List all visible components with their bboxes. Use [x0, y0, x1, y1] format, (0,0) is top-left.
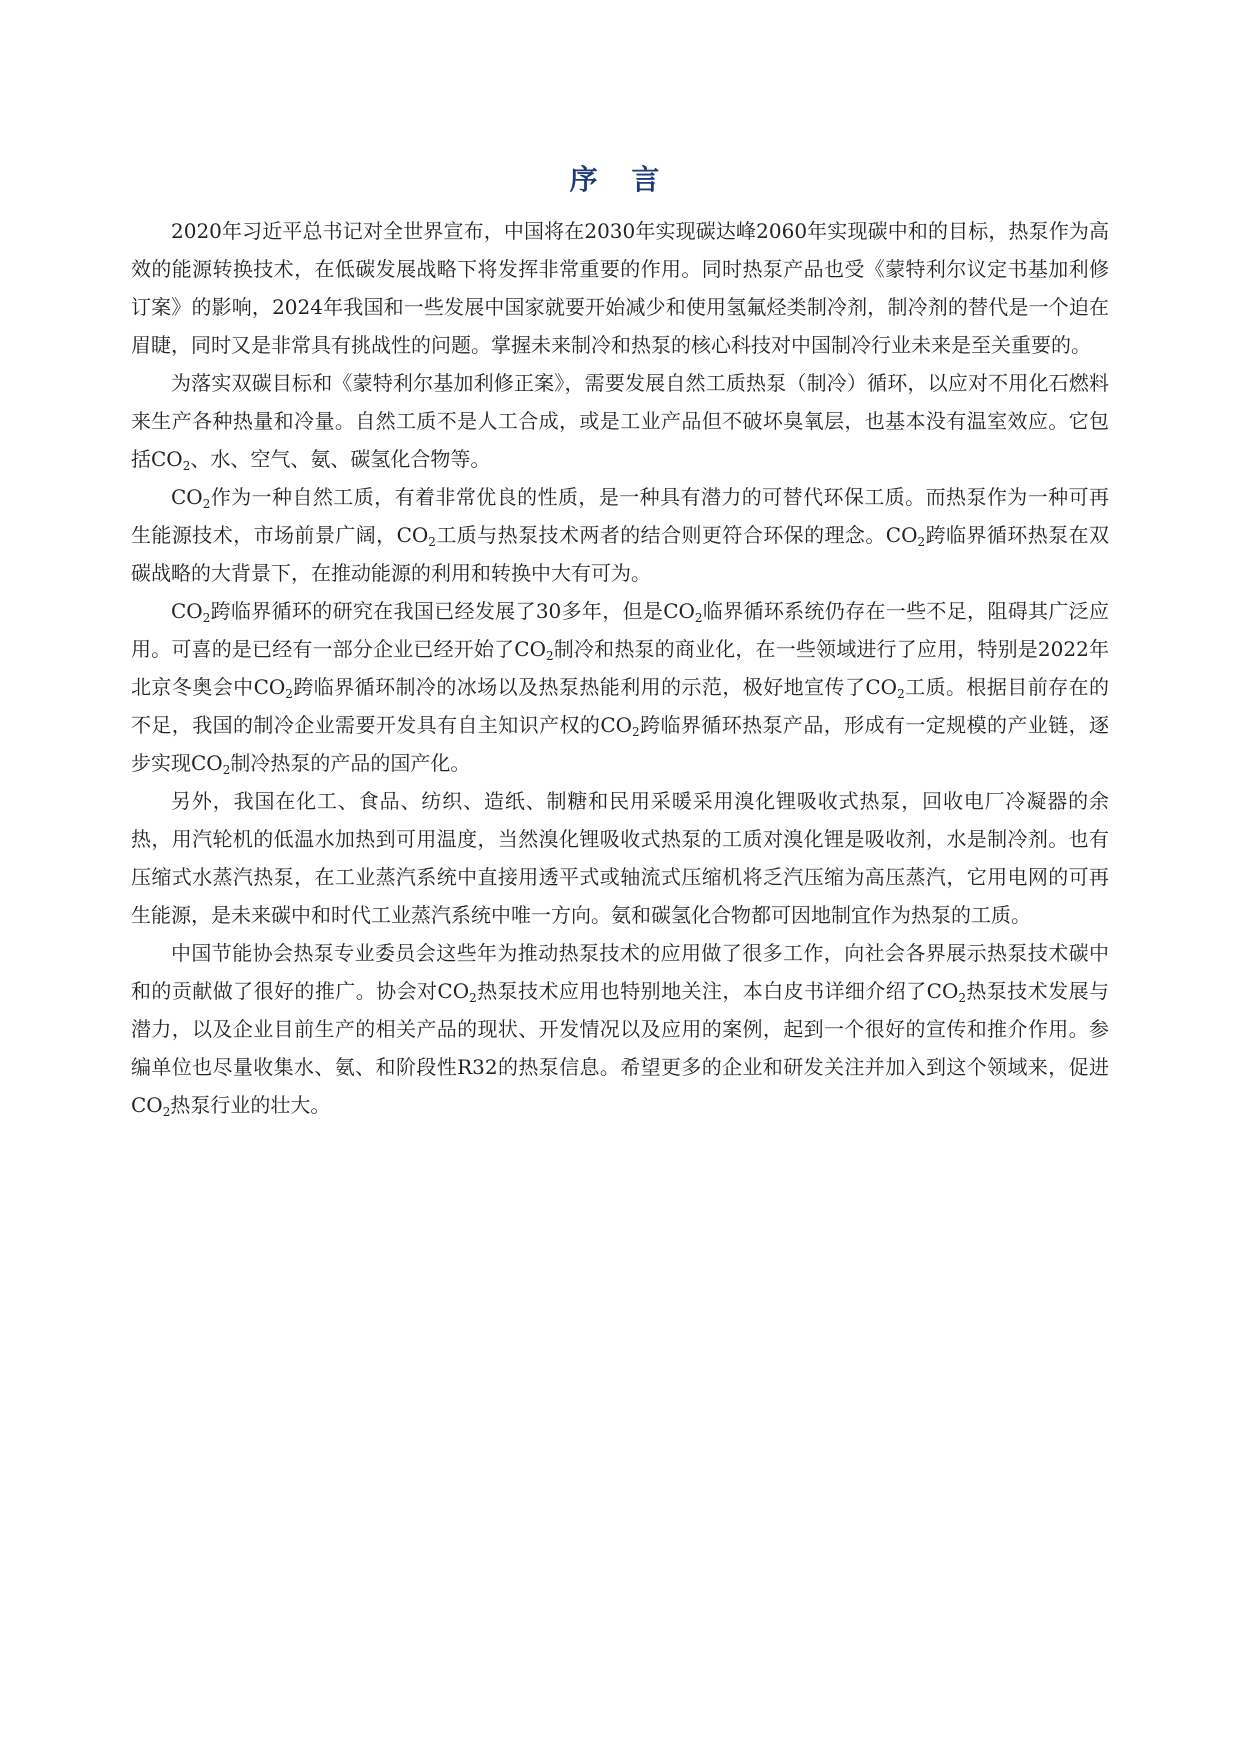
preface-body [131, 212, 1109, 1124]
text-run: 跨临界循环热泵产品，形成有一定规模的产业链，逐步实现CO [131, 713, 1109, 775]
subscript: 2 [469, 991, 477, 1005]
text-run: 、水、空气、氨、碳氢化合物等。 [190, 447, 491, 471]
paragraph-6 [131, 934, 1109, 1124]
paragraph-1 [131, 212, 1109, 364]
subscript: 2 [162, 1105, 171, 1119]
text-run: 作为一种自然工质，有着非常优良的性质，是一种具有潜力的可替代环保工质。而热泵作为一种可再生能源技术，市场前景广阔，CO [131, 485, 1109, 547]
paragraph-2 [131, 364, 1109, 478]
text-run: 跨临界循环的研究在我国已经发展了30多年，但是CO [210, 599, 695, 623]
text-run: 另外，我国在化工、食品、纺织、造纸、制糖和民用采暖采用溴化锂吸收式热泵，回收电厂冷凝器的余热，用汽轮机的低温水加热到可用温度，当然溴化锂吸收式热泵的工质对溴化锂是吸收剂，水是制冷剂。也有压缩式水蒸汽热泵，在工业蒸汽系统中直接用透平式或轴流式压缩机将乏汽压缩为高压蒸汽，它用电网的可再生能源，是未来碳中和时代工业蒸汽系统中唯一方向。氨和碳氢化合物都可因地制宜作为热泵的工质。 [131, 789, 1109, 927]
text-run: 制冷和热泵的商业化，在一些领域进行了应用，特别是2022年北京冬奥会中CO [131, 637, 1110, 699]
paragraph-4 [131, 592, 1109, 782]
text-run: 跨临界循环热泵在双碳战略的大背景下，在推动能源的利用和转换中大有可为。 [131, 523, 1110, 585]
text-run: 2020年习近平总书记对全世界宣布，中国将在2030年实现碳达峰2060年实现碳中和的目标，热泵作为高效的能源转换技术，在低碳发展战略下将发挥非常重要的作用。同时热泵产品也受《蒙特利尔议定书基加利修订案》的影响，2024年我国和一些发展中国家就要开始减少和使用氢氟烃类制冷剂，制冷剂的替代是一个迫在眉睫，同时又是非常具有挑战性的问题。掌握未来制冷和热泵的核心科技对中国制冷行业未来是至关重要的。 [131, 219, 1109, 357]
text-run: 热泵技术应用也特别地关注，本白皮书详细介绍了CO [476, 979, 959, 1003]
subscript: 2 [202, 611, 211, 625]
text-run: 临界循环系统仍存在一些不足，阻碍其广泛应用。可喜的是已经有一部分企业已经开始了CO [131, 599, 1109, 661]
subscript: 2 [694, 611, 703, 625]
paragraph-3 [131, 478, 1109, 592]
subscript: 2 [222, 763, 231, 777]
text-run: 工质与热泵技术两者的结合则更符合环保的理念。CO [435, 523, 918, 547]
text-run: 热泵技术发展与潜力，以及企业目前生产的相关产品的现状、开发情况以及应用的案例，起到一个很好的宣传和推介作用。参编单位也尽量收集水、氨、和阶段性R32的热泵信息。希望更多的企业和研发关注并加入到这个领域来，促进CO [131, 979, 1110, 1117]
text-run: 制冷热泵的产品的国产化。 [230, 751, 471, 775]
text-run: 热泵行业的壮大。 [170, 1093, 331, 1117]
subscript: 2 [285, 687, 293, 701]
text-run: CO [171, 599, 203, 623]
subscript: 2 [897, 687, 905, 701]
page-title: 序 言 [569, 163, 672, 196]
text-run: 跨临界循环制冷的冰场以及热泵热能利用的示范，极好地宣传了CO [292, 675, 898, 699]
paragraph-5 [131, 782, 1109, 934]
subscript: 2 [917, 535, 926, 549]
subscript: 2 [545, 649, 554, 663]
text-run: 中国节能协会热泵专业委员会这些年为推动热泵技术的应用做了很多工作，向社会各界展示热泵技术碳中和的贡献做了很好的推广。协会对CO [131, 941, 1109, 1003]
text-run: 为落实双碳目标和《蒙特利尔基加利修正案》，需要发展自然工质热泵（制冷）循环，以应对不用化石燃料来生产各种热量和冷量。自然工质不是人工合成，或是工业产品但不破坏臭氧层，也基本没有温室效应。它包括CO [131, 371, 1109, 471]
text-run: CO [171, 485, 203, 509]
subscript: 2 [182, 459, 191, 473]
text-run: 工质。根据目前存在的不足，我国的制冷企业需要开发具有自主知识产权的CO [131, 675, 1110, 737]
subscript: 2 [428, 535, 436, 549]
subscript: 2 [632, 725, 640, 739]
subscript: 2 [958, 991, 966, 1005]
subscript: 2 [202, 497, 211, 511]
